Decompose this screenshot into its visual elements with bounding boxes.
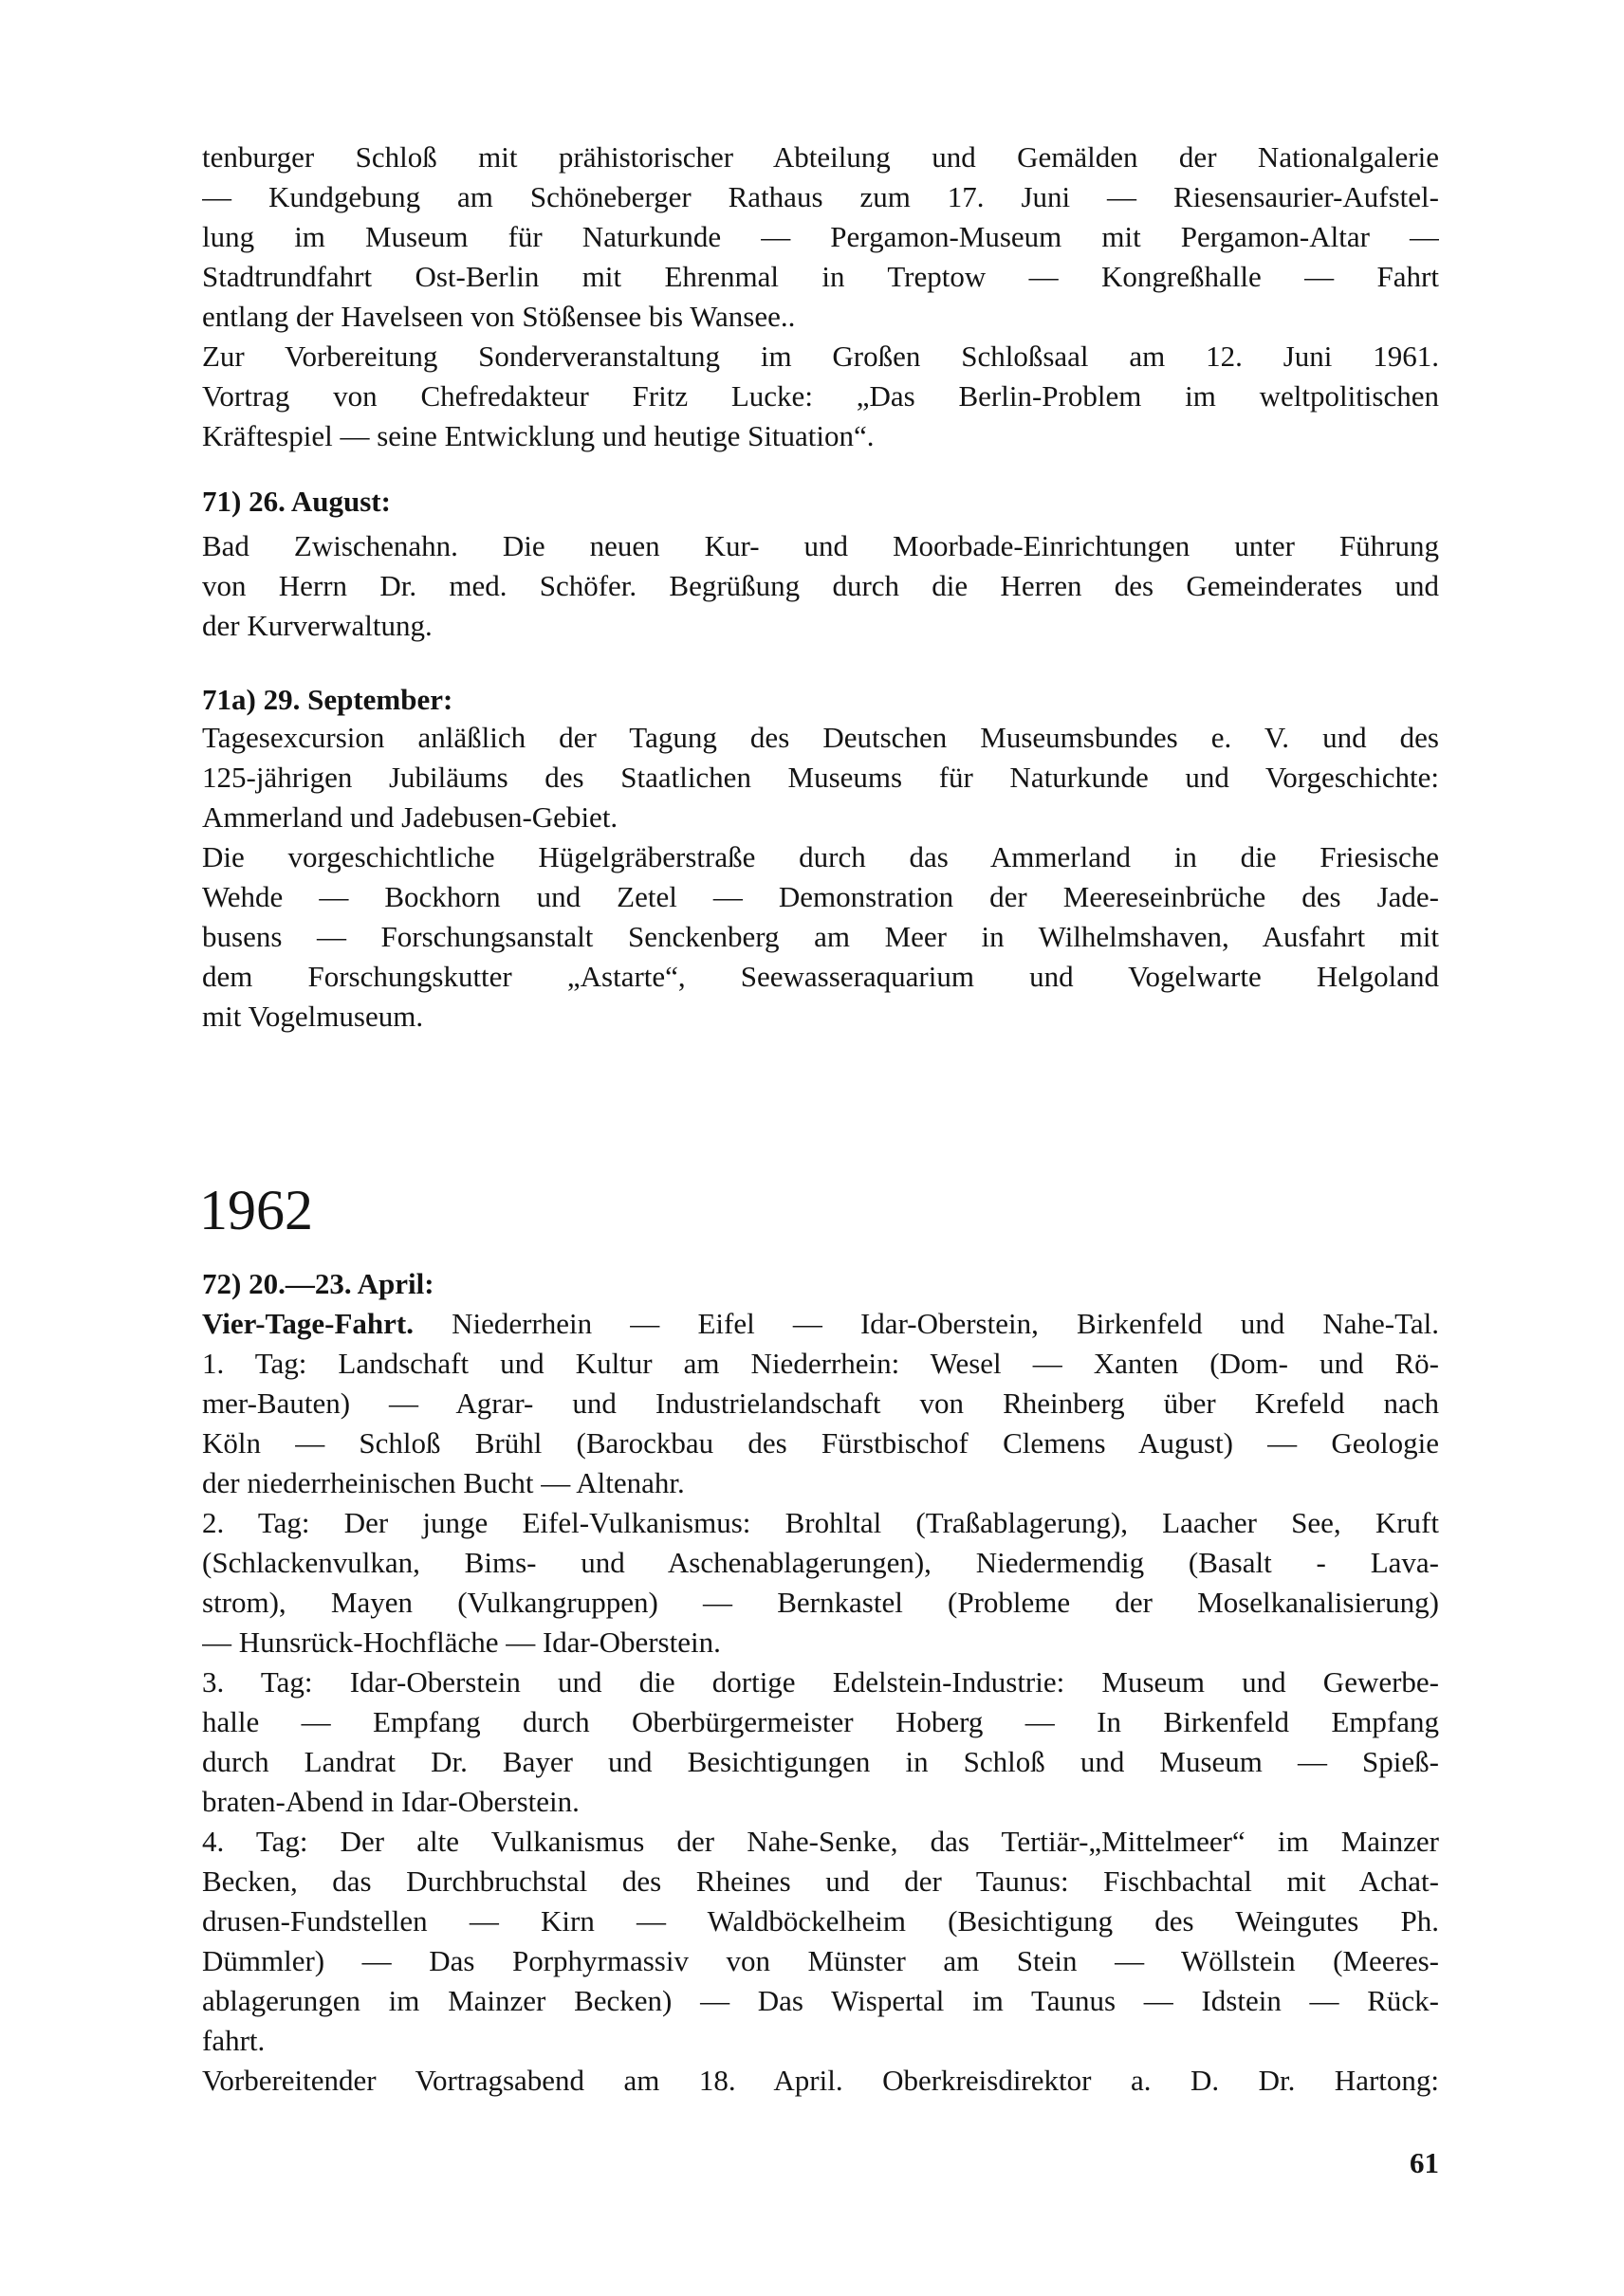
entry-71a-heading: 71a) 29. September: <box>202 683 453 716</box>
text-line: Dümmler) — Das Porphyrmassiv von Münster am Stein — Wöllstein (Meeres- <box>202 1944 1439 1977</box>
text-line: entlang der Havelseen von Stößensee bis Wansee.. <box>202 300 796 333</box>
text-line: dem Forschungskutter „Astarte“, Seewasseraquarium und Vogelwarte Helgoland <box>202 960 1439 993</box>
text-line: Vorbereitender Vortragsabend am 18. April. Oberkreisdirektor a. D. Dr. Hartong: <box>202 2064 1439 2097</box>
text-line: 1. Tag: Landschaft und Kultur am Niederrhein: Wesel — Xanten (Dom- und Rö- <box>202 1347 1439 1380</box>
text-line: mit Vogelmuseum. <box>202 1000 424 1033</box>
text-line: Ammerland und Jadebusen-Gebiet. <box>202 800 618 834</box>
text-line <box>202 1304 1439 1344</box>
text-line: Wehde — Bockhorn und Zetel — Demonstration der Meereseinbrüche des Jade- <box>202 880 1439 913</box>
text-line: (Schlackenvulkan, Bims- und Aschenablagerungen), Niedermendig (Basalt - Lava- <box>202 1546 1439 1579</box>
text-line: durch Landrat Dr. Bayer und Besichtigungen in Schloß und Museum — Spieß- <box>202 1745 1439 1778</box>
text-line: — Hunsrück-Hochfläche — Idar-Oberstein. <box>202 1626 721 1659</box>
text-line: halle — Empfang durch Oberbürgermeister Hoberg — In Birkenfeld Empfang <box>202 1705 1439 1738</box>
text-line: fahrt. <box>202 2024 266 2057</box>
text-line: 4. Tag: Der alte Vulkanismus der Nahe-Senke, das Tertiär-„Mittelmeer“ im Mainzer <box>202 1825 1439 1858</box>
text-line: Köln — Schloß Brühl (Barockbau des Fürstbischof Clemens August) — Geologie <box>202 1426 1439 1460</box>
text-line: Kräftespiel — seine Entwicklung und heutige Situation“. <box>202 419 875 452</box>
text-line: der Kurverwaltung. <box>202 609 433 642</box>
entry-72-heading: 72) 20.—23. April: <box>202 1267 434 1300</box>
text-line: 3. Tag: Idar-Oberstein und die dortige Edelstein-Industrie: Museum und Gewerbe- <box>202 1665 1439 1699</box>
text-line: lung im Museum für Naturkunde — Pergamon-Museum mit Pergamon-Altar — <box>202 220 1439 253</box>
text-line: Die vorgeschichtliche Hügelgräberstraße durch das Ammerland in die Friesische <box>202 840 1439 873</box>
entry-71a-text <box>202 718 1439 1037</box>
text-line: — Kundgebung am Schöneberger Rathaus zum 17. Juni — Riesensaurier-Aufstel- <box>202 180 1439 213</box>
entry-71-text <box>202 526 1439 646</box>
text-line: braten-Abend in Idar-Oberstein. <box>202 1785 580 1818</box>
text-line: 125-jährigen Jubiläums des Staatlichen Museums für Naturkunde und Vorgeschichte: <box>202 761 1439 794</box>
page-number: 61 <box>1410 2146 1439 2179</box>
bold-lead: Vier-Tage-Fahrt. <box>202 1307 414 1340</box>
text-line: 2. Tag: Der junge Eifel-Vulkanismus: Brohltal (Traßablagerung), Laacher See, Kruft <box>202 1506 1439 1539</box>
line-text: Niederrhein — Eifel — Idar-Oberstein, Birkenfeld und Nahe-Tal. <box>413 1307 1439 1340</box>
text-line: ablagerungen im Mainzer Becken) — Das Wispertal im Taunus — Idstein — Rück- <box>202 1984 1439 2017</box>
text-line: drusen-Fundstellen — Kirn — Waldböckelheim (Besichtigung des Weingutes Ph. <box>202 1904 1439 1938</box>
year-heading: 1962 <box>199 1179 313 1241</box>
text-line: strom), Mayen (Vulkangruppen) — Bernkastel (Probleme der Moselkanalisierung) <box>202 1586 1439 1619</box>
text-line: mer-Bauten) — Agrar- und Industrielandschaft von Rheinberg über Krefeld nach <box>202 1387 1439 1420</box>
text-line: von Herrn Dr. med. Schöfer. Begrüßung durch die Herren des Gemeinderates und <box>202 569 1439 602</box>
text-line: Stadtrundfahrt Ost-Berlin mit Ehrenmal in Treptow — Kongreßhalle — Fahrt <box>202 260 1439 293</box>
text-line: der niederrheinischen Bucht — Altenahr. <box>202 1466 685 1499</box>
entry-72-text <box>202 1304 1439 2101</box>
text-line: Tagesexcursion anläßlich der Tagung des Deutschen Museumsbundes e. V. und des <box>202 721 1439 754</box>
text-line: Becken, das Durchbruchstal des Rheines und der Taunus: Fischbachtal mit Achat- <box>202 1864 1439 1898</box>
intro-text <box>202 138 1439 456</box>
text-line: tenburger Schloß mit prähistorischer Abteilung und Gemälden der Nationalgalerie <box>202 140 1439 174</box>
text-line: busens — Forschungsanstalt Senckenberg am Meer in Wilhelmshaven, Ausfahrt mit <box>202 920 1439 953</box>
text-line: Zur Vorbereitung Sonderveranstaltung im Großen Schloßsaal am 12. Juni 1961. <box>202 340 1439 373</box>
entry-71-heading: 71) 26. August: <box>202 485 391 518</box>
text-line: Bad Zwischenahn. Die neuen Kur- und Moorbade-Einrichtungen unter Führung <box>202 529 1439 562</box>
text-line: Vortrag von Chefredakteur Fritz Lucke: „Das Berlin-Problem im weltpolitischen <box>202 379 1439 413</box>
